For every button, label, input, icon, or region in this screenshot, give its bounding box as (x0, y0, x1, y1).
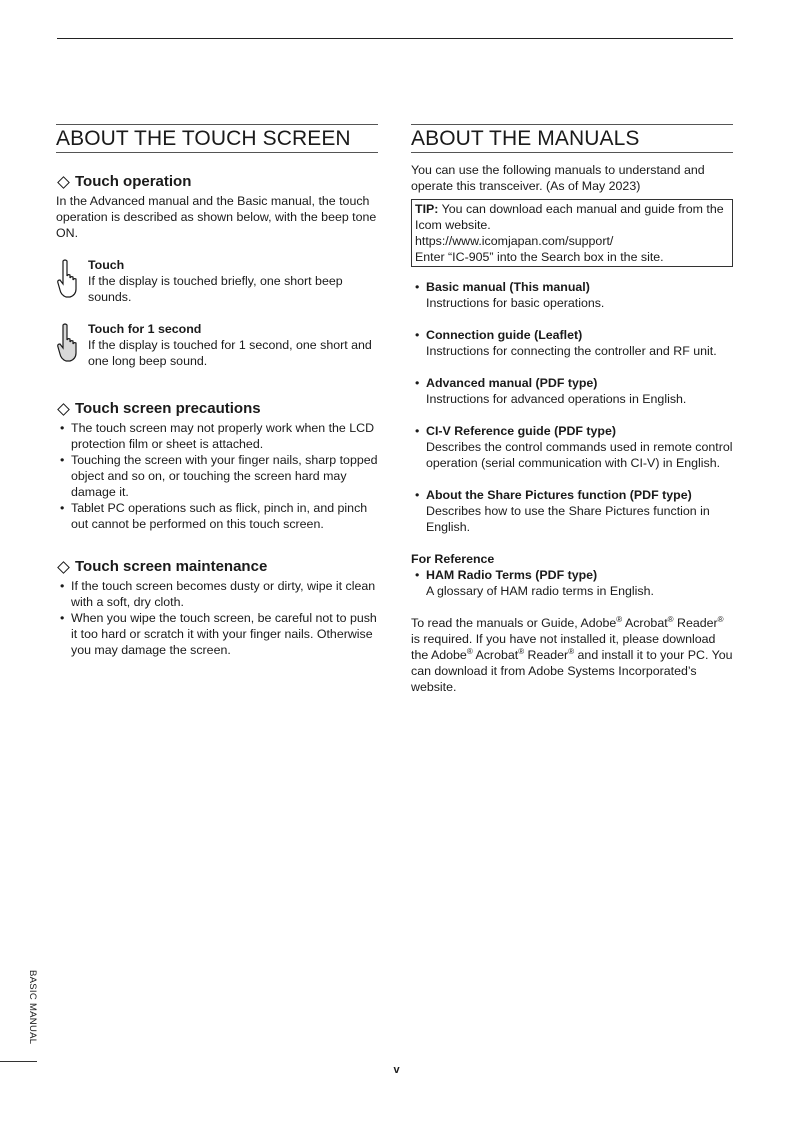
touch-item (56, 257, 378, 305)
diamond-icon (57, 176, 70, 189)
tip-text: You can download each manual and guide from the Icom website. (415, 202, 724, 232)
reference-heading: For Reference (411, 552, 495, 566)
touch-operation-heading: Touch operation (56, 173, 378, 191)
section-title-touch-screen: ABOUT THE TOUCH SCREEN (56, 124, 378, 153)
tip-label: TIP: (415, 202, 439, 216)
maintenance-heading: Touch screen maintenance (56, 558, 378, 576)
top-rule (57, 38, 733, 39)
list-item: • The touch screen may not properly work when the LCD protection film or sheet is attached. (56, 420, 378, 452)
precautions-heading: Touch screen precautions (56, 400, 378, 418)
manuals-list (411, 279, 733, 535)
touch-desc: If the display is touched briefly, one short beep sounds. (88, 274, 343, 304)
touch-title: Touch (88, 258, 125, 272)
manuals-intro: You can use the following manuals to understand and operate this transceiver. (As of May 2023) (411, 163, 705, 193)
left-column (56, 124, 378, 658)
list-item: • Connection guide (Leaflet) Instructions for connecting the controller and RF unit. (411, 327, 733, 359)
list-item: • Advanced manual (PDF type) Instructions for advanced operations in English. (411, 375, 733, 407)
diamond-icon (57, 561, 70, 574)
list-item: • Touching the screen with your finger nails, sharp topped object and so on, or touching the screen hard may damage it. (56, 452, 378, 500)
tip-url: https://www.icomjapan.com/support/ (415, 234, 614, 248)
list-item: • CI-V Reference guide (PDF type) Describes the control commands used in remote control operation (serial communication with CI-V) in English. (411, 423, 733, 471)
list-item: • About the Share Pictures function (PDF type) Describes how to use the Share Pictures function in English. (411, 487, 733, 535)
list-item: • When you wipe the touch screen, be careful not to push it too hard or scratch it with your finger nails. Otherwise you may damage the screen. (56, 610, 378, 658)
touch-hold-title: Touch for 1 second (88, 322, 202, 336)
touch-hold-desc: If the display is touched for 1 second, one short and one long beep sound. (88, 338, 372, 368)
list-item: • HAM Radio Terms (PDF type) A glossary of HAM radio terms in English. (411, 567, 733, 599)
touch-hold-hand-icon (56, 321, 88, 369)
touch-hand-icon (56, 257, 88, 305)
maintenance-list (56, 578, 378, 658)
side-label: BASIC MANUAL (27, 970, 38, 1045)
side-rule (0, 1061, 37, 1062)
reference-list (411, 567, 733, 599)
list-item: • Tablet PC operations such as flick, pinch in, and pinch out cannot be performed on this touch screen. (56, 500, 378, 532)
list-item: • Basic manual (This manual) Instructions for basic operations. (411, 279, 733, 311)
acrobat-paragraph: To read the manuals or Guide, Adobe® Acrobat® Reader® is required. If you have not installed it, please download the Adobe® Acrobat® Reader® and install it to your PC. You can download it from Adobe Systems Incorporated’s website. (411, 614, 733, 694)
tip-box (411, 199, 733, 267)
touch-operation-intro: In the Advanced manual and the Basic manual, the touch operation is described as shown below, with the beep tone ON. (56, 194, 377, 240)
diamond-icon (57, 403, 70, 416)
right-column (411, 124, 733, 695)
section-title-manuals: ABOUT THE MANUALS (411, 124, 733, 153)
list-item: • If the touch screen becomes dusty or dirty, wipe it clean with a soft, dry cloth. (56, 578, 378, 610)
precautions-list (56, 420, 378, 532)
page-number: v (393, 1064, 400, 1076)
touch-item (56, 321, 378, 369)
tip-search: Enter “IC-905” into the Search box in the site. (415, 250, 664, 264)
